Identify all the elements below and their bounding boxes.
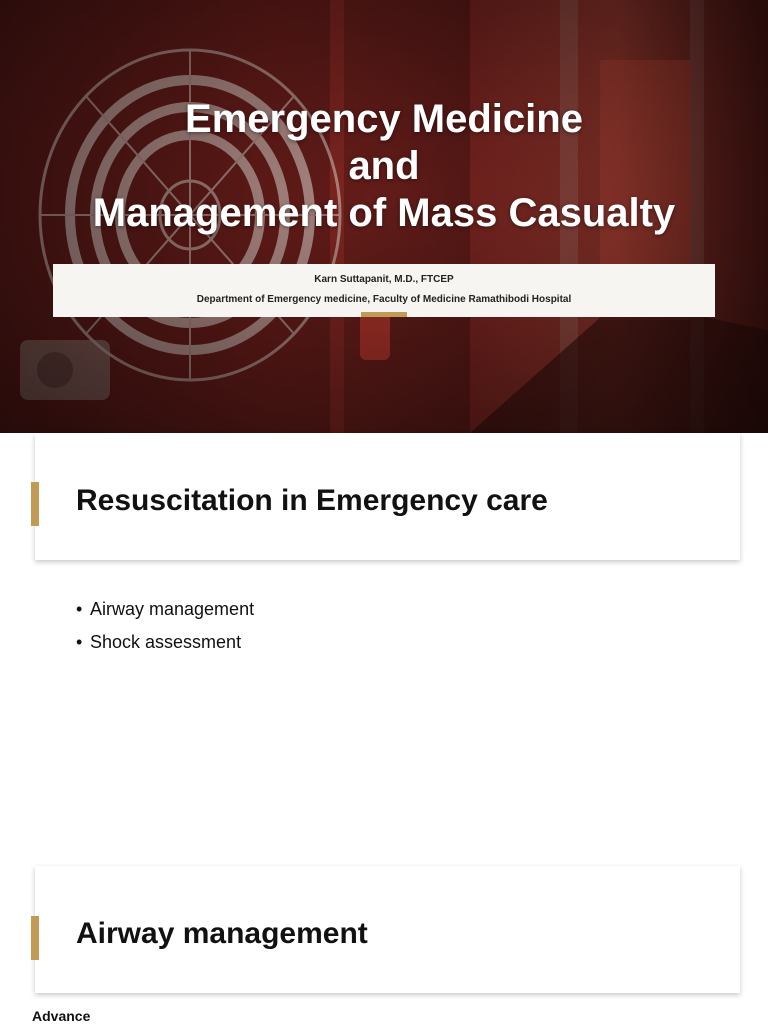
bullet-text: Shock assessment (90, 632, 242, 652)
next-slide-label: Advance (32, 1008, 91, 1024)
title-line-2: and (348, 144, 420, 188)
title-slide (0, 0, 768, 433)
section-heading-card-resuscitation (35, 433, 740, 560)
author-info-box (53, 264, 715, 317)
section-heading: Airway management (76, 917, 368, 950)
bullet-text: Airway management (90, 599, 255, 619)
section-heading: Resuscitation in Emergency care (76, 484, 548, 517)
presentation-title (0, 96, 768, 237)
list-item (76, 626, 254, 659)
bullet-dot-icon: • (76, 599, 83, 619)
title-line-3: Management of Mass Casualty (92, 191, 676, 235)
author-department: Department of Emergency medicine, Faculty of Medicine Ramathibodi Hospital (196, 294, 572, 305)
author-name: Karn Suttapanit, M.D., FTCEP (314, 274, 454, 285)
bullet-dot-icon: • (76, 632, 83, 652)
heading-accent-bar (31, 916, 39, 960)
heading-accent-bar (31, 482, 39, 526)
section-heading-card-airway (35, 866, 740, 993)
title-line-1: Emergency Medicine (185, 97, 583, 141)
bullet-list (76, 593, 254, 659)
gold-divider (361, 312, 407, 317)
list-item (76, 593, 254, 626)
